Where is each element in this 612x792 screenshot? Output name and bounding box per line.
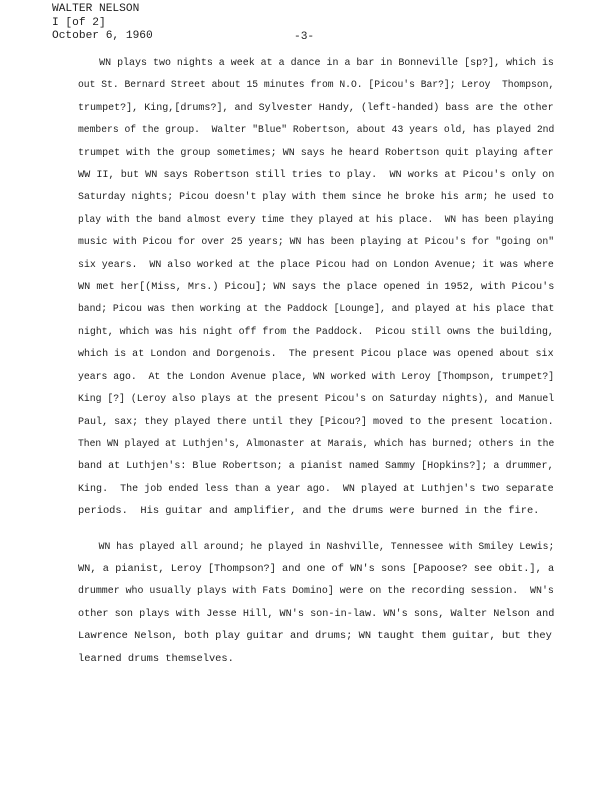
text-line: band at Luthjen's: Blue Robertson; a pianist named Sammy [Hopkins?]; a drummer, [78, 460, 554, 473]
header-name: WALTER NELSON [52, 3, 140, 15]
text-line: drummer who usually plays with Fats Domino] were on the recording session. WN's [78, 585, 554, 598]
text-line: band; Picou was then working at the Paddock [Lounge], and played at his place that [78, 303, 555, 316]
text-line: King [?] (Leroy also plays at the present Picou's on Saturday nights), and Manuel [78, 393, 555, 406]
page-number: -3- [294, 31, 315, 43]
paragraph-1 [78, 52, 554, 523]
text-line: trumpet?], King,[drums?], and Sylvester Handy, (left-handed) bass are the other [78, 101, 554, 114]
text-line: periods. His guitar and amplifier, and the drums were burned in the fire. [78, 505, 540, 518]
text-line: play with the band almost every time they played at his place. WN has been playing [78, 213, 554, 226]
text-line: WN plays two nights a week at a dance in a bar in Bonneville [sp?], which is [99, 57, 554, 69]
text-line: learned drums themselves. [78, 652, 234, 665]
text-line: music with Picou for over 25 years; WN has been playing at Picou's for "going on" [78, 236, 555, 249]
text-line: WN, a pianist, Leroy [Thompson?] and one of WN's sons [Papoose? see obit.], a [78, 562, 555, 575]
paragraph-gap [78, 523, 554, 536]
document-header [52, 3, 153, 44]
text-line: King. The job ended less than a year ago. WN played at Luthjen's two separate [78, 482, 554, 495]
text-line: six years. WN also worked at the place Picou had on London Avenue; it was where [78, 258, 554, 271]
text-line: Lawrence Nelson, both play guitar and drums; WN taught them guitar, but they [78, 630, 552, 643]
text-line: other son plays with Jesse Hill, WN's son-in-law. WN's sons, Walter Nelson and [78, 607, 555, 620]
header-date: October 6, 1960 [52, 30, 153, 42]
text-line: which is at London and Dorgenois. The present Picou place was opened about six [78, 348, 554, 361]
text-line: Then WN played at Luthjen's, Almonaster at Marais, which has burned; others in the [78, 437, 555, 450]
text-line: WN has played all around; he played in Nashville, Tennessee with Smiley Lewis; [98, 540, 555, 553]
text-line: out St. Bernard Street about 15 minutes from N.O. [Picou's Bar?]; Leroy Thompson, [78, 79, 555, 92]
text-line: WN met her[(Miss, Mrs.) Picou]; WN says the place opened in 1952, with Picou's [78, 281, 555, 294]
header-reel: I [of 2] [52, 16, 106, 29]
text-line: members of the group. Walter "Blue" Robertson, about 43 years old, has played 2nd [78, 124, 555, 137]
text-line: trumpet with the group sometimes; WN says he heard Robertson quit playing after [78, 146, 554, 159]
text-line: WW II, but WN says Robertson still tries to play. WN works at Picou's only on [78, 169, 555, 182]
paragraph-2 [78, 536, 554, 670]
text-line: Saturday nights; Picou doesn't play with them since he broke his arm; he used to [78, 191, 554, 204]
text-line: years ago. At the London Avenue place, WN worked with Leroy [Thompson, trumpet?] [78, 370, 555, 383]
text-line: night, which was his night off from the Paddock. Picou still owns the building, [78, 325, 554, 338]
transcript-body [78, 52, 554, 670]
text-line: Paul, sax; they played there until they [Picou?] moved to the present location. [78, 415, 554, 428]
